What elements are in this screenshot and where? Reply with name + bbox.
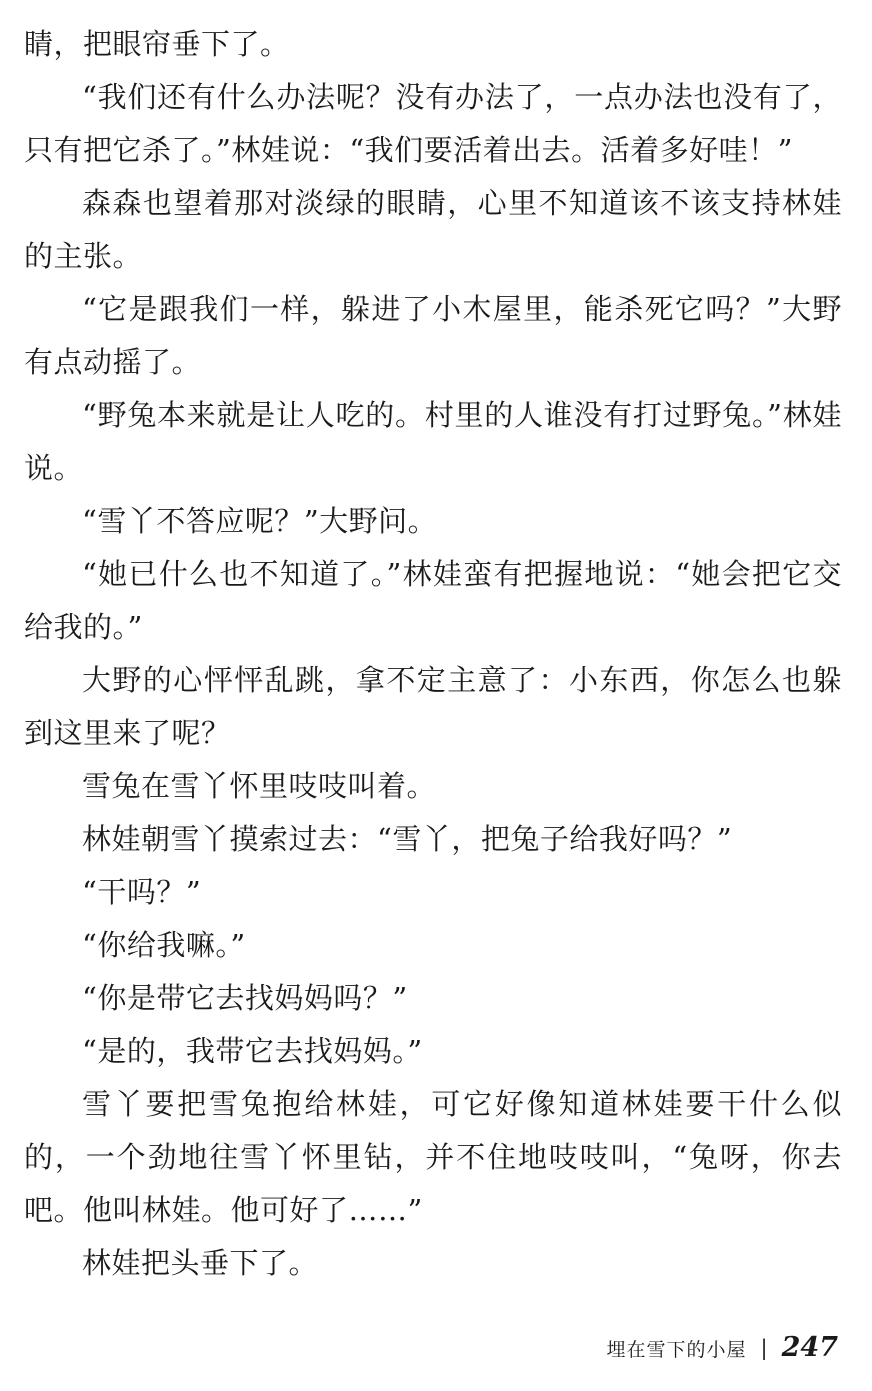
paragraph: 睛，把眼帘垂下了。 (24, 27, 290, 61)
paragraph: 林娃朝雪丫摸索过去：“雪丫，把兔子给我好吗？” (82, 822, 733, 856)
paragraph: 雪兔在雪丫怀里吱吱叫着。 (82, 769, 437, 803)
paragraph: “雪丫不答应呢？”大野问。 (82, 504, 438, 538)
footer-chapter-title: 埋在雪下的小屋 (606, 1339, 747, 1361)
paragraph: 雪丫要把雪兔抱给林娃，可它好像知道林娃要干什么似的，一个劲地往雪丫怀里钻，并不住地吱吱叫，“兔呀，你去吧。他叫林娃。他可好了……” (24, 1087, 842, 1227)
page-number: 247 (781, 1332, 838, 1363)
paragraph: 森森也望着那对淡绿的眼睛，心里不知道该不该支持林娃的主张。 (24, 186, 842, 273)
paragraph: 大野的心怦怦乱跳，拿不定主意了：小东西，你怎么也躲到这里来了呢？ (24, 663, 842, 750)
paragraph: “干吗？” (82, 875, 202, 909)
page-footer (607, 1332, 838, 1363)
paragraph: 林娃把头垂下了。 (82, 1246, 319, 1280)
paragraph: “你给我嘛。” (82, 928, 246, 962)
paragraph: “你是带它去找妈妈吗？” (82, 981, 408, 1015)
paragraph: “是的，我带它去找妈妈。” (82, 1034, 423, 1068)
body-text-block (24, 18, 842, 1290)
paragraph: “她已什么也不知道了。”林娃蛮有把握地说：“她会把它交给我的。” (24, 557, 842, 644)
paragraph: “我们还有什么办法呢？没有办法了，一点办法也没有了，只有把它杀了。”林娃说：“我们要活着出去。活着多好哇！” (24, 80, 842, 167)
paragraph: “它是跟我们一样，躲进了小木屋里，能杀死它吗？”大野有点动摇了。 (24, 292, 842, 379)
footer-separator: | (760, 1336, 768, 1360)
paragraph: “野兔本来就是让人吃的。村里的人谁没有打过野兔。”林娃说。 (24, 398, 842, 485)
